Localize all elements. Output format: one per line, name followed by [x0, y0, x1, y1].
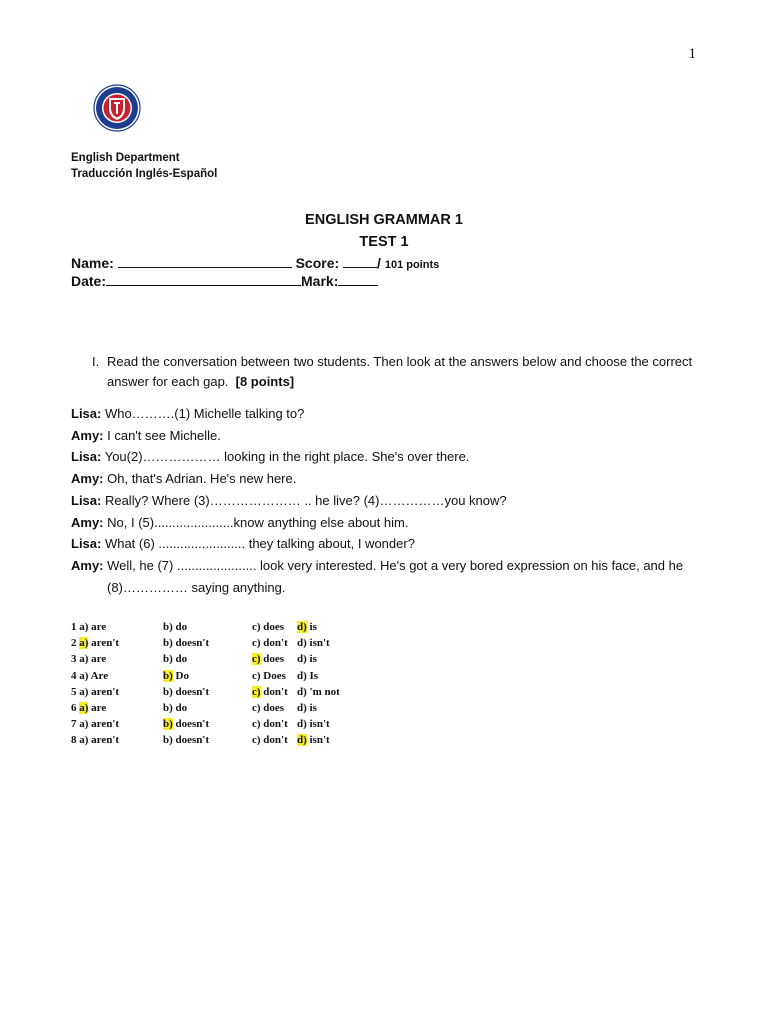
- choice-letter: d): [297, 653, 307, 666]
- speaker-name: Amy:: [71, 427, 104, 443]
- choice-text: doesn't: [172, 637, 210, 650]
- page-number: 1: [688, 46, 696, 62]
- speaker-name: Lisa:: [71, 492, 102, 508]
- choice-text: Are: [88, 669, 109, 682]
- answer-choice[interactable]: [71, 670, 108, 682]
- score-separator: /: [377, 255, 381, 271]
- answer-choice[interactable]: [297, 702, 317, 714]
- choice-text: don't: [260, 734, 288, 747]
- choice-text: does: [260, 653, 285, 666]
- answer-choice[interactable]: [252, 718, 288, 730]
- speaker-name: Amy:: [71, 557, 104, 573]
- choice-text: do: [172, 653, 188, 666]
- answer-choice[interactable]: [297, 637, 330, 649]
- choice-text: doesn't: [172, 718, 210, 731]
- answer-choice[interactable]: [297, 621, 317, 633]
- dialogue-line: [71, 490, 711, 512]
- choice-text: is: [306, 621, 317, 633]
- question-number: 7: [71, 718, 77, 731]
- choice-letter: a): [79, 718, 89, 731]
- dialogue-line: [71, 468, 711, 490]
- question-number: 4: [71, 669, 77, 682]
- test-number: TEST 1: [359, 234, 409, 250]
- speaker-name: Lisa:: [71, 536, 102, 552]
- dialogue-line: [71, 403, 711, 425]
- question-number: 3: [71, 653, 77, 666]
- answer-choice[interactable]: [252, 653, 284, 665]
- answer-choice[interactable]: [252, 621, 284, 633]
- section-number: I.: [92, 354, 100, 369]
- answer-choice[interactable]: [71, 686, 119, 698]
- choice-letter: c): [252, 701, 261, 714]
- score-field[interactable]: [343, 255, 377, 268]
- choice-letter: c): [252, 734, 261, 747]
- answer-choice[interactable]: [252, 686, 288, 698]
- choice-letter: b): [163, 669, 173, 682]
- choice-letter: b): [163, 718, 173, 731]
- score-label: Score:: [295, 255, 340, 271]
- answer-choice[interactable]: [71, 637, 119, 649]
- answer-choice[interactable]: [163, 637, 209, 649]
- answer-choice[interactable]: [163, 734, 209, 746]
- dialogue-line: [71, 512, 711, 534]
- choice-text: aren't: [88, 637, 120, 650]
- choice-text: don't: [260, 637, 288, 650]
- choice-text: are: [88, 653, 107, 666]
- instruction-text: Read the conversation between two students. Then look at the answers below and choose the correct answer for each gap.: [107, 354, 693, 389]
- choice-text: 'm not: [306, 685, 340, 698]
- choice-text: aren't: [88, 718, 120, 731]
- choice-letter: d): [297, 669, 307, 682]
- choice-text: aren't: [88, 685, 120, 698]
- dialogue-line: [71, 446, 711, 468]
- dialogue-text: I can't see Michelle.: [103, 427, 221, 443]
- answer-choice[interactable]: [252, 734, 288, 746]
- answer-choice[interactable]: [163, 621, 187, 633]
- answer-choice[interactable]: [163, 653, 187, 665]
- university-seal-logo: [93, 84, 141, 132]
- choice-text: Is: [306, 669, 319, 682]
- program-name: Traducción Inglés-Español: [71, 168, 218, 180]
- choice-letter: d): [297, 718, 307, 731]
- date-label: Date:: [71, 273, 107, 289]
- name-field[interactable]: [118, 255, 292, 268]
- choice-letter: c): [252, 718, 261, 731]
- choice-text: aren't: [88, 734, 120, 747]
- question-number: 6: [71, 701, 77, 714]
- answer-choice[interactable]: [297, 718, 330, 730]
- answer-choice[interactable]: [71, 718, 119, 730]
- choice-letter: c): [252, 685, 261, 698]
- dialogue-line: [71, 533, 711, 555]
- choice-letter: d): [297, 637, 307, 650]
- choice-text: is: [306, 701, 317, 714]
- dialogue-line: [71, 555, 711, 598]
- dialogue-line: [71, 425, 711, 447]
- choice-text: doesn't: [172, 685, 210, 698]
- choice-letter: c): [252, 653, 261, 666]
- choice-letter: b): [163, 734, 173, 747]
- dialogue: [71, 403, 711, 598]
- choice-text: don't: [260, 685, 288, 698]
- choice-letter: a): [79, 701, 89, 714]
- answer-choice[interactable]: [297, 670, 318, 682]
- answer-choice[interactable]: [163, 718, 209, 730]
- choice-letter: b): [163, 685, 173, 698]
- choice-text: Does: [260, 669, 286, 682]
- dialogue-text: Really? Where (3)………………… .. he live? (4)……………you know?: [101, 492, 507, 508]
- date-field[interactable]: [106, 273, 301, 286]
- choice-letter: d): [297, 685, 307, 698]
- answer-choice[interactable]: [252, 637, 288, 649]
- dialogue-text: You(2)……………… looking in the right place. She's over there.: [101, 449, 470, 465]
- dialogue-text: What (6) ........................ they talking about, I wonder?: [101, 536, 415, 552]
- choice-text: Do: [172, 669, 189, 682]
- choice-text: isn't: [306, 718, 330, 731]
- choice-letter: a): [79, 637, 89, 650]
- choice-letter: c): [252, 637, 261, 650]
- question-number: 1: [71, 621, 77, 633]
- choice-letter: b): [163, 621, 173, 633]
- instruction-points: [8 points]: [235, 374, 295, 389]
- total-points: 101 points: [384, 259, 440, 271]
- speaker-name: Lisa:: [71, 406, 102, 421]
- department-name: English Department: [71, 152, 180, 164]
- answer-choice[interactable]: [252, 702, 284, 714]
- choice-text: are: [88, 621, 107, 633]
- answer-choice[interactable]: [71, 702, 106, 714]
- header-block: [71, 150, 217, 182]
- choice-text: don't: [260, 718, 288, 731]
- choice-letter: b): [163, 701, 173, 714]
- choice-letter: b): [163, 637, 173, 650]
- answer-choice[interactable]: [71, 734, 119, 746]
- dialogue-text: Who……….(1) Michelle talking to?: [101, 406, 305, 421]
- choice-letter: a): [79, 685, 89, 698]
- choice-text: do: [172, 701, 188, 714]
- choice-letter: d): [297, 621, 307, 633]
- name-score-row: [71, 255, 439, 271]
- choice-text: do: [172, 621, 188, 633]
- choice-text: does: [260, 621, 285, 633]
- question-number: 5: [71, 685, 77, 698]
- answer-choice[interactable]: [297, 653, 317, 665]
- choice-text: doesn't: [172, 734, 210, 747]
- question-number: 8: [71, 734, 77, 747]
- answer-choice[interactable]: [252, 670, 286, 682]
- choice-text: isn't: [306, 734, 330, 747]
- answer-choice[interactable]: [297, 734, 330, 746]
- speaker-name: Lisa:: [71, 449, 102, 465]
- date-mark-row: [71, 273, 378, 289]
- question-number: 2: [71, 637, 77, 650]
- answer-choice[interactable]: [163, 686, 209, 698]
- choice-text: are: [88, 701, 107, 714]
- choice-text: isn't: [306, 637, 330, 650]
- dialogue-text: Oh, that's Adrian. He's new here.: [103, 471, 297, 487]
- choice-letter: c): [252, 621, 261, 633]
- choice-text: does: [260, 701, 285, 714]
- speaker-name: Amy:: [71, 514, 104, 530]
- dialogue-text: Well, he (7) ...................... look very interested. He's got a very bored expression on his face, and he (8)…………… saying anything.: [103, 557, 684, 595]
- answer-choice[interactable]: [163, 702, 187, 714]
- answer-choice[interactable]: [297, 686, 340, 698]
- choice-letter: a): [79, 734, 89, 747]
- document-title: ENGLISH GRAMMAR 1: [305, 212, 463, 228]
- choice-letter: a): [79, 653, 89, 666]
- choice-letter: c): [252, 669, 261, 682]
- mark-label: Mark:: [301, 273, 339, 289]
- choice-text: is: [306, 653, 317, 666]
- name-label: Name:: [71, 255, 114, 271]
- answer-choice[interactable]: [71, 653, 106, 665]
- choice-letter: d): [297, 701, 307, 714]
- choice-letter: a): [79, 621, 89, 633]
- choice-letter: b): [163, 653, 173, 666]
- dialogue-text: No, I (5)......................know anything else about him.: [103, 514, 409, 530]
- answer-choice[interactable]: [71, 621, 106, 633]
- answer-choice[interactable]: [163, 670, 189, 682]
- choice-letter: a): [79, 669, 89, 682]
- mark-field[interactable]: [338, 273, 378, 286]
- instruction: [92, 352, 712, 392]
- choice-letter: d): [297, 734, 307, 747]
- speaker-name: Amy:: [71, 471, 104, 487]
